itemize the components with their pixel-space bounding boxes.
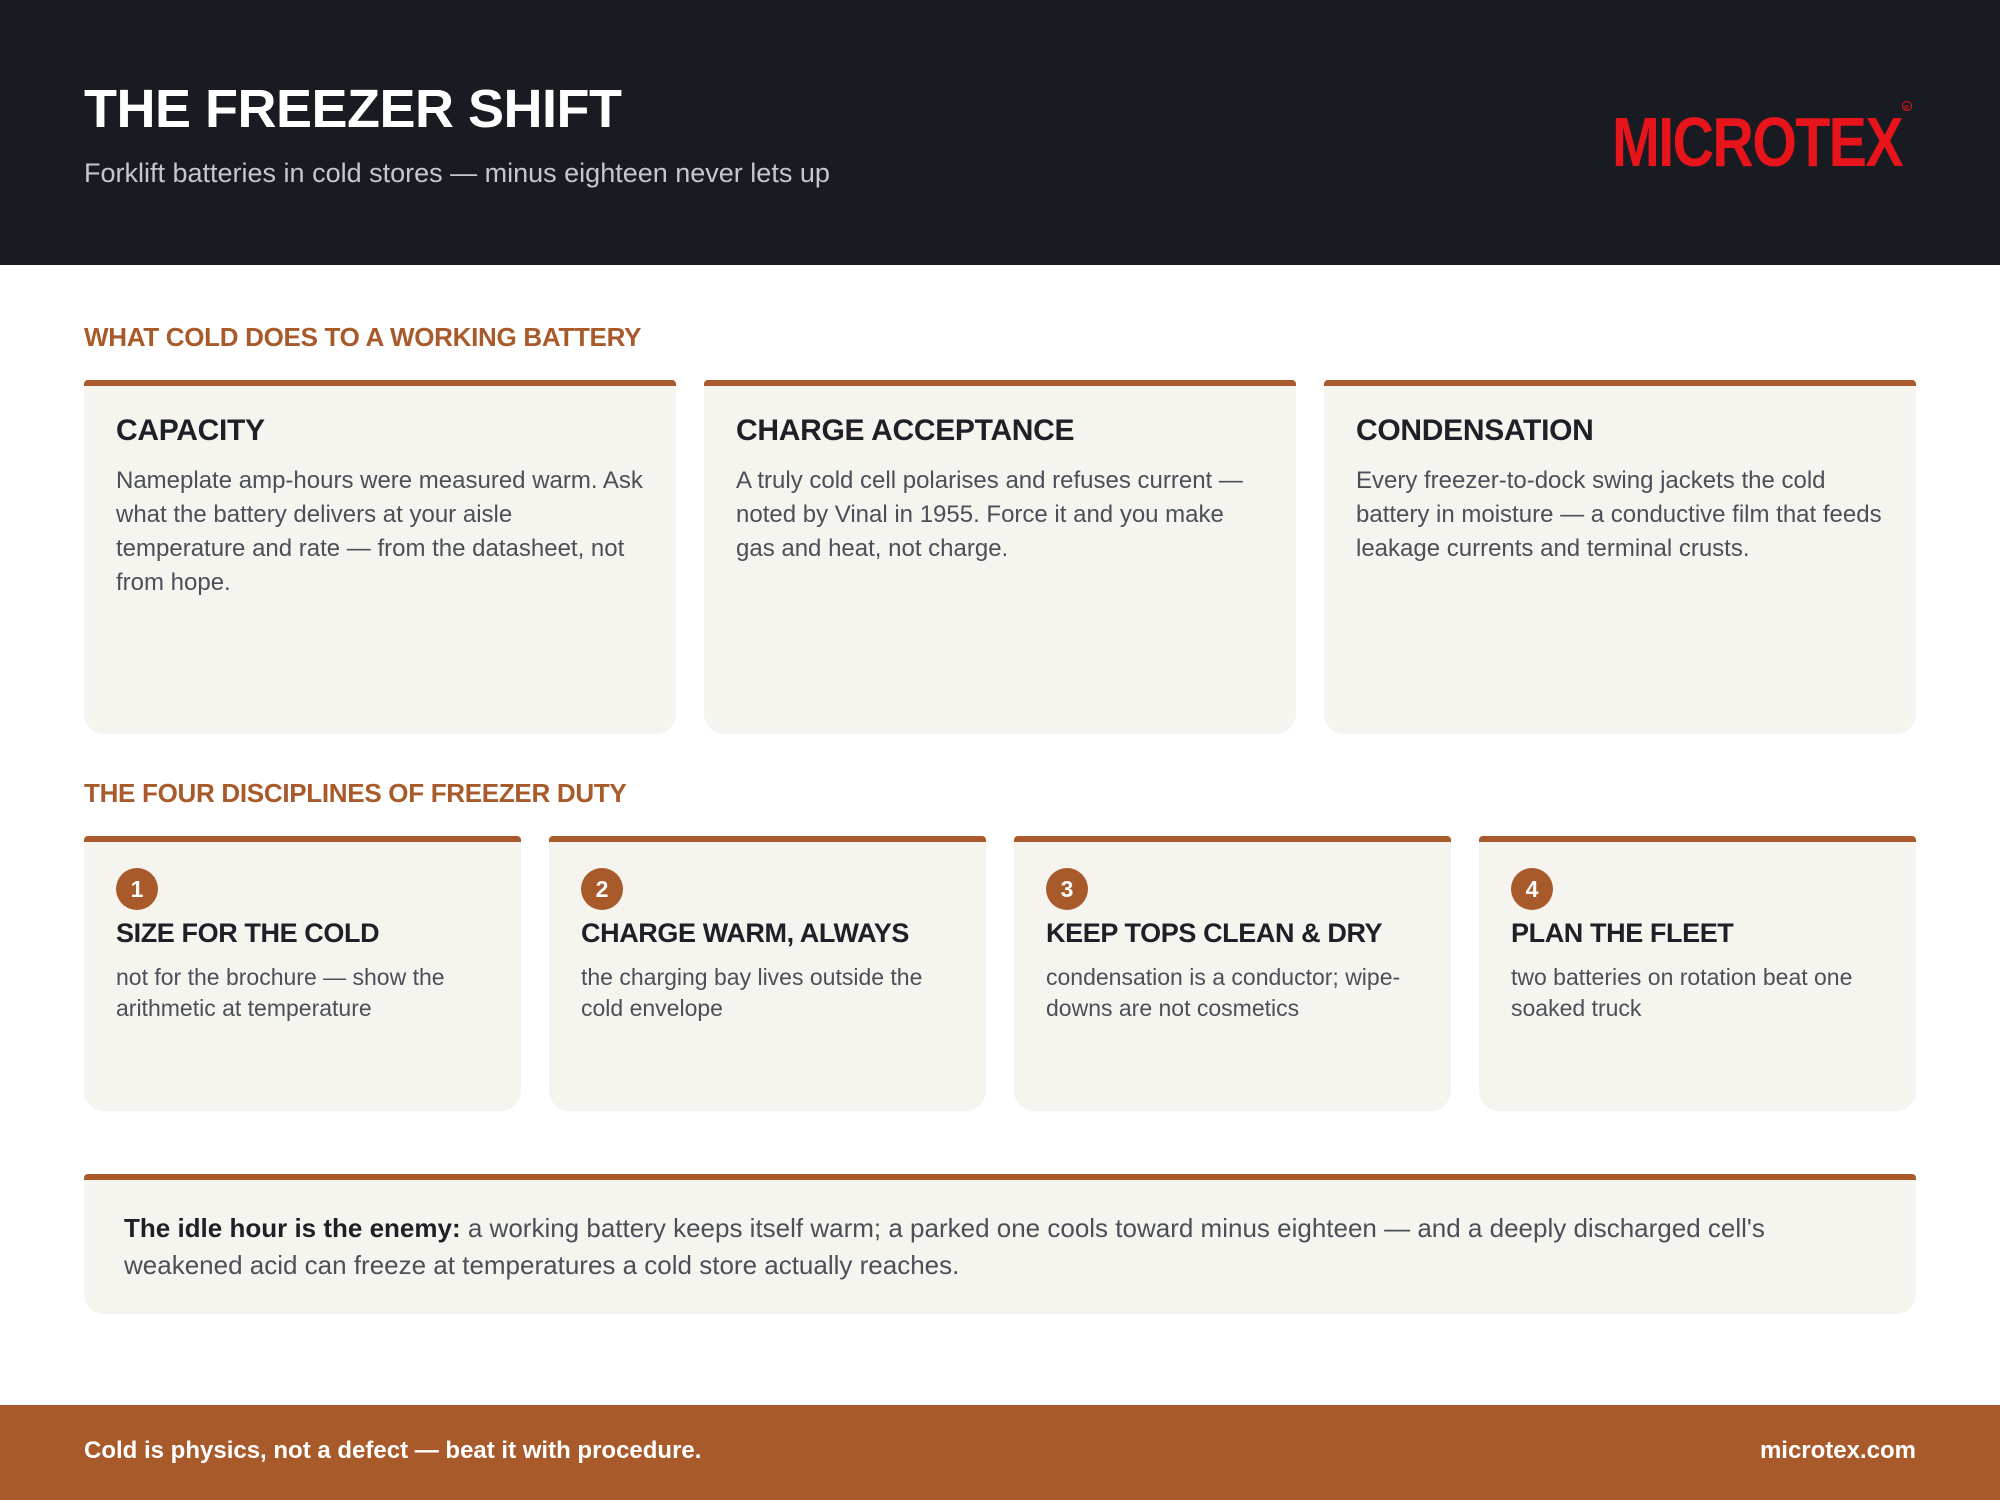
- card-body: Nameplate amp-hours were measured warm. Ask what the battery delivers at your aisle temperature and rate — from the datasheet, not from hope.: [116, 467, 643, 596]
- discipline-card-2: [549, 836, 986, 1111]
- footer-tagline: Cold is physics, not a defect — beat it with procedure.: [84, 1437, 702, 1464]
- section-heading-disciplines: THE FOUR DISCIPLINES OF FREEZER DUTY: [84, 778, 627, 808]
- card-title: CAPACITY: [116, 414, 265, 447]
- callout-text: [124, 1210, 1816, 1284]
- step-number-badge: 1: [116, 868, 158, 910]
- card-title: CHARGE ACCEPTANCE: [736, 414, 1075, 447]
- section-heading-effects: WHAT COLD DOES TO A WORKING BATTERY: [84, 322, 642, 352]
- step-title: KEEP TOPS CLEAN & DRY: [1046, 918, 1383, 948]
- discipline-card-1: [84, 836, 521, 1111]
- step-title: SIZE FOR THE COLD: [116, 918, 380, 948]
- footer-website-link[interactable]: microtex.com: [1759, 1437, 1916, 1464]
- page-title: THE FREEZER SHIFT: [84, 79, 622, 139]
- step-body: the charging bay lives outside the cold envelope: [581, 964, 923, 1021]
- idle-hour-callout: [84, 1174, 1916, 1314]
- step-body: not for the brochure — show the arithmetic at temperature: [116, 964, 445, 1021]
- registered-mark-letter: R: [1904, 105, 1910, 112]
- callout-lead: The idle hour is the enemy:: [124, 1213, 461, 1243]
- effect-card-capacity: [84, 380, 676, 734]
- effect-card-charge-acceptance: [704, 380, 1296, 734]
- step-body: condensation is a conductor; wipe-downs are not cosmetics: [1046, 964, 1401, 1021]
- microtex-logo: [1612, 100, 1912, 172]
- card-body: Every freezer-to-dock swing jackets the cold battery in moisture — a conductive film that feeds leakage currents and terminal crusts.: [1356, 467, 1882, 562]
- callout-body: a working battery keeps itself warm; a parked one cools toward minus eighteen — and a deeply discharged cell's weakened acid can freeze at temperatures a cold store actually reaches.: [124, 1213, 1765, 1280]
- discipline-card-3: [1014, 836, 1451, 1111]
- effect-card-condensation: [1324, 380, 1916, 734]
- step-body: two batteries on rotation beat one soaked truck: [1511, 964, 1853, 1021]
- card-body: A truly cold cell polarises and refuses current — noted by Vinal in 1955. Force it and you make gas and heat, not charge.: [736, 467, 1243, 562]
- logo-wordmark: MICROTEX: [1612, 103, 1904, 172]
- step-number-badge: 4: [1511, 868, 1553, 910]
- page-subtitle: Forklift batteries in cold stores — minus eighteen never lets up: [84, 158, 830, 188]
- footer-bar: [0, 1405, 2000, 1500]
- step-number-badge: 3: [1046, 868, 1088, 910]
- discipline-card-4: [1479, 836, 1916, 1111]
- step-number-badge: 2: [581, 868, 623, 910]
- step-title: CHARGE WARM, ALWAYS: [581, 918, 909, 948]
- step-title: PLAN THE FLEET: [1511, 918, 1734, 948]
- card-title: CONDENSATION: [1356, 414, 1594, 447]
- header-banner: [0, 0, 2000, 265]
